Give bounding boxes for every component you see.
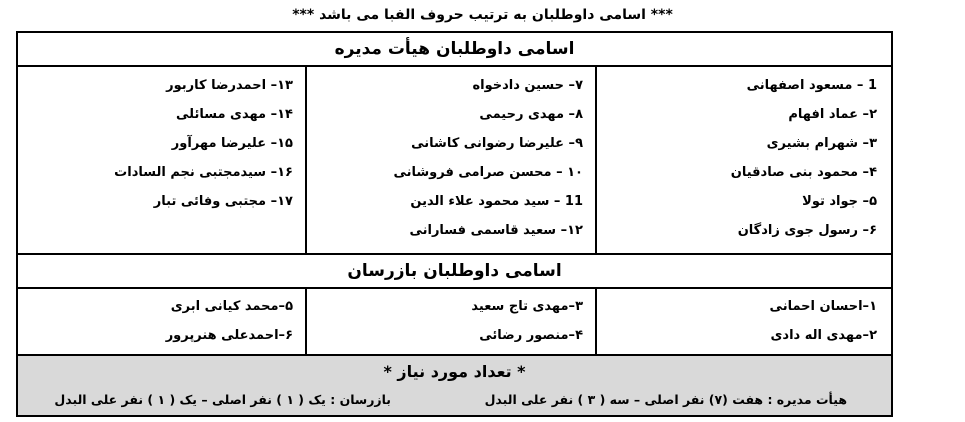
column-divider bbox=[595, 289, 597, 354]
inspector-candidate: ۳–مهدی تاج سعید bbox=[471, 299, 583, 314]
inspector-candidate: ۲–مهدی اله دادی bbox=[770, 328, 877, 343]
column-divider bbox=[305, 67, 307, 253]
board-column-1 bbox=[617, 71, 877, 245]
board-candidate: ۳– شهرام بشیری bbox=[766, 136, 877, 151]
board-candidate: 1 – مسعود اصفهانی bbox=[746, 78, 877, 93]
board-candidate: ۱۵– علیرضا مهرآور bbox=[171, 136, 293, 151]
column-divider bbox=[595, 67, 597, 253]
inspector-candidate: ۱–احسان احمانی bbox=[769, 299, 877, 314]
inspector-candidate: ۶–احمدعلی هنرپرور bbox=[165, 328, 293, 343]
board-candidate: ۷– حسین دادخواه bbox=[472, 78, 583, 93]
board-candidate: ۴– محمود بنی صادقیان bbox=[730, 165, 877, 180]
board-candidate: ۸– مهدی رحیمی bbox=[479, 107, 583, 122]
column-divider bbox=[305, 289, 307, 354]
inspectors-column-2 bbox=[323, 292, 583, 350]
board-required-text: هیأت مدیره : هفت (۷) نفر اصلی – سه ( ۳ ) نفر علی البدل bbox=[484, 392, 847, 407]
board-column-2 bbox=[323, 71, 583, 245]
page-title: *** اسامی داوطلبان به ترتیب حروف الفبا می باشد *** bbox=[292, 7, 673, 23]
inspectors-required-text: بازرسان : یک ( ۱ ) نفر اصلی – یک ( ۱ ) نفر علی البدل bbox=[54, 392, 391, 407]
board-candidate: ۱۳– احمدرضا کاربور bbox=[166, 78, 293, 93]
board-candidate: ۶– رسول جوی زادگان bbox=[737, 223, 877, 238]
board-candidate: ۱۲– سعید قاسمی فسارانی bbox=[409, 223, 583, 238]
board-candidate: ۱۶– سیدمجتبی نجم السادات bbox=[114, 165, 293, 180]
inspector-candidate: ۵–محمد کیانی ابری bbox=[170, 299, 293, 314]
required-counts-title: * تعداد مورد نیاز * bbox=[383, 362, 526, 381]
board-candidate: ۱۴– مهدی مسائلی bbox=[176, 107, 293, 122]
board-candidate: 11 – سید محمود علاء الدین bbox=[410, 194, 583, 209]
inspectors-column-1 bbox=[617, 292, 877, 350]
board-candidate: ۱۰ – محسن صرامی فروشانی bbox=[393, 165, 583, 180]
board-candidate: ۹– علیرضا رضوانی کاشانی bbox=[411, 136, 583, 151]
divider bbox=[18, 65, 891, 67]
required-counts-section bbox=[18, 356, 891, 415]
board-column-3 bbox=[28, 71, 293, 216]
candidates-table bbox=[16, 31, 893, 417]
divider bbox=[18, 287, 891, 289]
inspectors-section-title: اسامی داوطلبان بازرسان bbox=[347, 261, 562, 281]
inspector-candidate: ۴–منصور رضائی bbox=[479, 328, 583, 343]
board-section-title: اسامی داوطلبان هیأت مدیره bbox=[334, 39, 575, 59]
inspectors-column-3 bbox=[28, 292, 293, 350]
board-candidate: ۵– جواد تولا bbox=[802, 194, 877, 209]
board-candidate: ۲– عماد افهام bbox=[788, 107, 877, 122]
board-candidate: ۱۷– مجتبی وفائی تبار bbox=[153, 194, 293, 209]
